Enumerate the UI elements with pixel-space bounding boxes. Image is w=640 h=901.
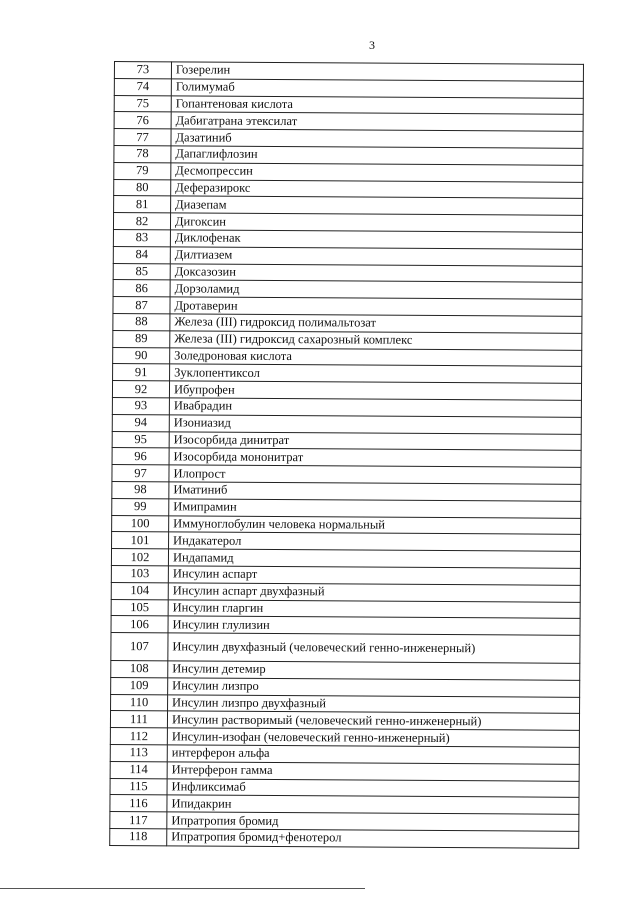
drug-name-cell: Дапаглифлозин xyxy=(171,146,583,165)
row-number-cell: 85 xyxy=(113,263,170,280)
drug-name-cell: Десмопрессин xyxy=(171,163,583,182)
drug-name-cell: Инсулин лизпро двухфазный xyxy=(168,695,580,714)
row-number-cell: 98 xyxy=(112,481,169,498)
drug-name-cell: Дилтиазем xyxy=(170,247,582,266)
drug-name-cell: Изониазид xyxy=(169,415,581,434)
row-number-cell: 105 xyxy=(111,599,168,616)
row-number-cell: 109 xyxy=(111,677,168,694)
row-number-cell: 96 xyxy=(112,448,169,465)
row-number-cell: 117 xyxy=(110,812,167,829)
drug-name-cell: Зуклопентиксол xyxy=(170,364,582,383)
drug-name-cell: Инсулин аспарт xyxy=(168,566,580,585)
row-number-cell: 74 xyxy=(114,78,171,95)
row-number-cell: 97 xyxy=(112,465,169,482)
row-number-cell: 80 xyxy=(114,179,171,196)
drug-name-cell: Гопантеновая кислота xyxy=(171,95,583,114)
drug-name-cell: Изосорбида мононитрат xyxy=(169,448,581,467)
drug-name-cell: Ивабрадин xyxy=(169,398,581,417)
table-row xyxy=(111,633,580,664)
row-number-cell: 78 xyxy=(114,145,171,162)
row-number-cell: 100 xyxy=(112,515,169,532)
drug-name-cell: Золедроновая кислота xyxy=(170,347,582,366)
drug-name-cell: Диклофенак xyxy=(170,230,582,249)
row-number-cell: 108 xyxy=(111,661,168,678)
drug-name-cell: Доксазозин xyxy=(170,263,582,282)
drug-name-cell: Илопрост xyxy=(169,465,581,484)
drug-name-cell: Ибупрофен xyxy=(169,381,581,400)
drug-name-cell: Интерферон гамма xyxy=(167,762,579,781)
drug-name-cell: Изосорбида динитрат xyxy=(169,431,581,450)
drug-name-cell: Гозерелин xyxy=(171,62,583,81)
drug-name-cell: Железа (III) гидроксид сахарозный комплекс xyxy=(170,331,582,350)
drug-name-cell: Дорзоламид xyxy=(170,280,582,299)
drug-name-cell: Деферазирокс xyxy=(171,179,583,198)
row-number-cell: 77 xyxy=(114,129,171,146)
drug-list-table xyxy=(109,61,584,849)
drug-list-table-body xyxy=(110,62,584,849)
drug-name-cell: Инсулин лизпро xyxy=(168,678,580,697)
drug-name-cell: Ипратропия бромид xyxy=(167,812,579,831)
row-number-cell: 88 xyxy=(113,313,170,330)
drug-name-cell: Инсулин глулизин xyxy=(168,616,580,635)
drug-name-cell: Голимумаб xyxy=(171,79,583,98)
drug-name-cell: Дабигатрана этексилат xyxy=(171,112,583,131)
row-number-cell: 118 xyxy=(110,829,167,846)
row-number-cell: 89 xyxy=(113,330,170,347)
table-row xyxy=(110,829,579,849)
drug-name-cell: Железа (III) гидроксид полимальтозат xyxy=(170,314,582,333)
row-number-cell: 93 xyxy=(112,397,169,414)
row-number-cell: 113 xyxy=(110,745,167,762)
drug-name-cell: Инсулин двухфазный (человеческий генно-инженерный) xyxy=(168,633,580,664)
row-number-cell: 102 xyxy=(111,549,168,566)
drug-name-cell: Ипратропия бромид+фенотерол xyxy=(167,829,579,848)
row-number-cell: 104 xyxy=(111,582,168,599)
drug-name-cell: Инфликсимаб xyxy=(167,779,579,798)
drug-name-cell: Дротаверин xyxy=(170,297,582,316)
row-number-cell: 76 xyxy=(114,112,171,129)
drug-name-cell: Инсулин детемир xyxy=(168,661,580,680)
drug-name-cell: Диазепам xyxy=(171,196,583,215)
drug-name-cell: Дигоксин xyxy=(170,213,582,232)
drug-name-cell: Иматиниб xyxy=(169,482,581,501)
row-number-cell: 103 xyxy=(111,565,168,582)
row-number-cell: 82 xyxy=(113,213,170,230)
row-number-cell: 115 xyxy=(110,778,167,795)
row-number-cell: 110 xyxy=(111,694,168,711)
row-number-cell: 114 xyxy=(110,761,167,778)
drug-name-cell: Индакатерол xyxy=(169,532,581,551)
row-number-cell: 84 xyxy=(113,246,170,263)
drug-name-cell: Ипидакрин xyxy=(167,795,579,814)
row-number-cell: 91 xyxy=(113,364,170,381)
row-number-cell: 83 xyxy=(113,229,170,246)
drug-name-cell: Имипрамин xyxy=(169,499,581,518)
drug-name-cell: Инсулин аспарт двухфазный xyxy=(168,583,580,602)
footer-rule xyxy=(0,888,365,889)
drug-name-cell: Иммуноглобулин человека нормальный xyxy=(169,515,581,534)
row-number-cell: 87 xyxy=(113,297,170,314)
row-number-cell: 90 xyxy=(113,347,170,364)
drug-name-cell: Инсулин гларгин xyxy=(168,599,580,618)
row-number-cell: 99 xyxy=(112,498,169,515)
drug-name-cell: интерферон альфа xyxy=(167,745,579,764)
row-number-cell: 107 xyxy=(111,633,168,661)
row-number-cell: 92 xyxy=(112,381,169,398)
row-number-cell: 79 xyxy=(114,162,171,179)
row-number-cell: 95 xyxy=(112,431,169,448)
drug-list-table-container xyxy=(109,61,584,849)
drug-name-cell: Дазатиниб xyxy=(171,129,583,148)
row-number-cell: 106 xyxy=(111,616,168,633)
drug-name-cell: Индапамид xyxy=(168,549,580,568)
row-number-cell: 81 xyxy=(114,196,171,213)
row-number-cell: 111 xyxy=(110,711,167,728)
row-number-cell: 86 xyxy=(113,280,170,297)
page-number-text: 3 xyxy=(369,38,375,52)
row-number-cell: 101 xyxy=(112,532,169,549)
drug-name-cell: Инсулин растворимый (человеческий генно-инженерный) xyxy=(167,711,579,730)
row-number-cell: 75 xyxy=(114,95,171,112)
row-number-cell: 116 xyxy=(110,795,167,812)
drug-name-cell: Инсулин-изофан (человеческий генно-инженерный) xyxy=(167,728,579,747)
row-number-cell: 94 xyxy=(112,414,169,431)
row-number-cell: 73 xyxy=(114,62,171,79)
row-number-cell: 112 xyxy=(110,728,167,745)
page-number xyxy=(0,38,640,53)
